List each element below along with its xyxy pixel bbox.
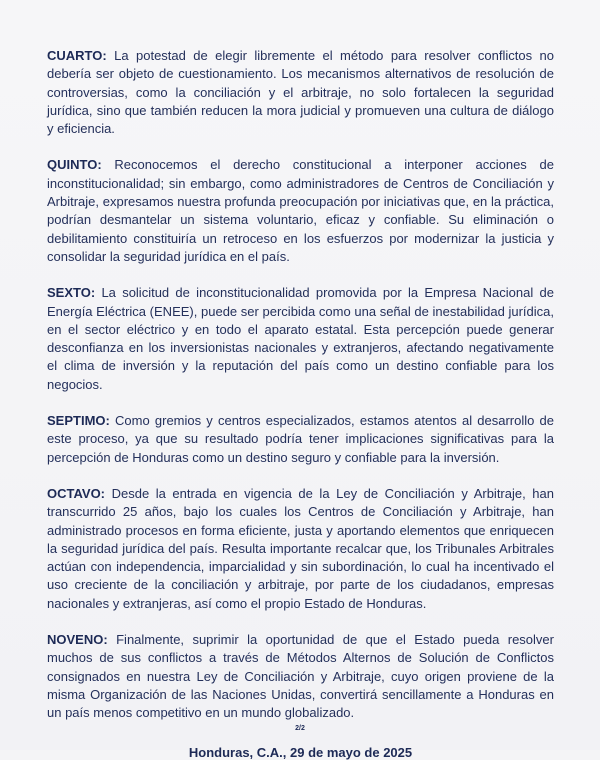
paragraph-label: OCTAVO:	[47, 485, 106, 501]
paragraph-text: Desde la entrada en vigencia de la Ley de Conciliación y Arbitraje, han transcurrido 25 años, bajo los cuales los Centros de Conciliación y Arbitraje, han administrado procesos en forma eficiente, justa y aportando elementos que enriquecen la seguridad jurídica del país. Resulta importante recalcar que, los Tribunales Arbitrales actúan con independencia, imparcialidad y sin subordinación, lo cual ha incentivado el uso creciente de la conciliación y arbitraje, por parte de los ciudadanos, empresas nacionales y extranjeras, así como el propio Estado de Honduras.	[47, 485, 554, 611]
paragraph-quinto	[47, 156, 554, 266]
paragraph-noveno	[47, 631, 554, 722]
paragraph-cuarto	[47, 47, 554, 138]
paragraph-text: Reconocemos el derecho constitucional a interponer acciones de inconstitucionalidad; sin embargo, como administradores de Centros de Conciliación y Arbitraje, expresamos nuestra profunda preocupación por iniciativas que, en la práctica, podrían desmantelar un sistema voluntario, eficaz y confiable. Su eliminación o debilitamiento constituiría un retroceso en los esfuerzos por modernizar la justicia y consolidar la seguridad jurídica en el país.	[47, 157, 554, 264]
paragraph-label: SEPTIMO:	[47, 413, 110, 429]
paragraph-label: SEXTO:	[47, 285, 96, 301]
paragraph-sexto	[47, 284, 554, 394]
paragraph-label: QUINTO:	[47, 157, 102, 173]
paragraph-septimo	[47, 412, 554, 467]
paragraph-octavo	[47, 485, 554, 613]
document-body	[47, 47, 554, 760]
place-and-date: Honduras, C.A., 29 de mayo de 2025	[188, 744, 413, 760]
paragraph-text: La potestad de elegir libremente el método para resolver conflictos no debería ser objeto de cuestionamiento. Los mecanismos alternativos de resolución de controversias, como la conciliación y el arbitraje, no solo fortalecen la seguridad jurídica, sino que también reducen la mora judicial y promueven una cultura de diálogo y eficiencia.	[47, 48, 554, 137]
paragraph-label: NOVENO:	[47, 632, 108, 648]
paragraph-label: CUARTO:	[47, 48, 107, 63]
page-number: 2/2	[295, 725, 305, 732]
paragraph-text: La solicitud de inconstitucionalidad promovida por la Empresa Nacional de Energía Eléctrica (ENEE), puede ser percibida como una señal de inestabilidad jurídica, en el sector eléctrico y en todo el aparato estatal. Esta percepción puede generar desconfianza en los inversionistas nacionales y extranjeros, afectando negativamente el clima de inversión y la reputación del país como un destino confiable para los negocios.	[47, 285, 554, 392]
paragraph-text: Finalmente, suprimir la oportunidad de que el Estado pueda resolver muchos de sus conflictos a través de Métodos Alternos de Solución de Conflictos consignados en nuestra Ley de Conciliación y Arbitraje, cuyo origen proviene de la misma Organización de las Naciones Unidas, convertirá sencillamente a Honduras en un país menos competitivo en un mundo globalizado.	[47, 632, 554, 721]
paragraph-text: Como gremios y centros especializados, estamos atentos al desarrollo de este proceso, ya que su resultado podría tener implicaciones significativas para la percepción de Honduras como un destino seguro y confiable para la inversión.	[47, 413, 554, 465]
